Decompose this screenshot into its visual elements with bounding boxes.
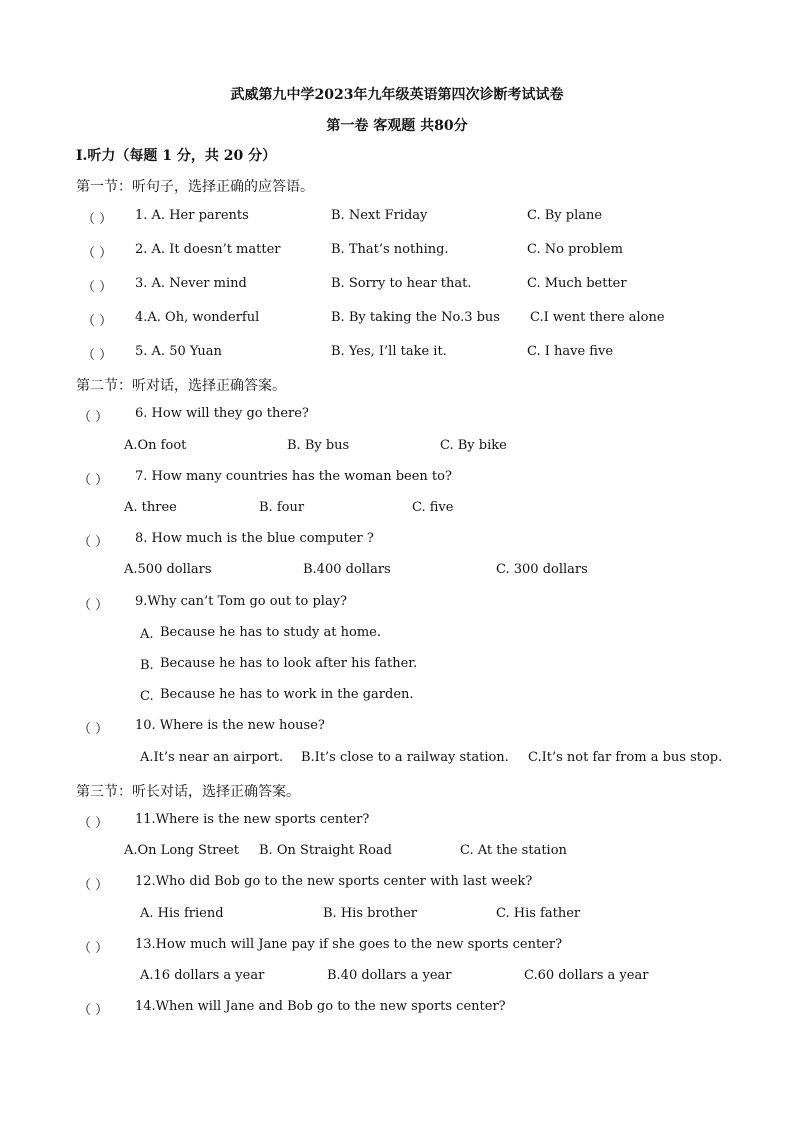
question-text: 6. How will they go there? <box>135 406 309 421</box>
option-b: B. That’s nothing. <box>331 242 449 257</box>
question-text: 9.Why can’t Tom go out to play? <box>135 594 348 609</box>
option-c: C. 300 dollars <box>496 562 588 577</box>
option-a: A.On foot <box>124 438 187 453</box>
option-a: 5. A. 50 Yuan <box>135 344 222 359</box>
question-text: 12.Who did Bob go to the new sports center with last week? <box>135 874 533 889</box>
option-b: B. By bus <box>287 438 350 453</box>
option-a: A.It’s near an airport. <box>140 750 284 765</box>
option-c: C. I have five <box>527 344 614 359</box>
option-a: A. three <box>124 500 177 515</box>
option-a: A.On Long Street <box>124 843 239 858</box>
option-b: B. By taking the No.3 bus <box>331 310 500 325</box>
answer-bracket[interactable]: （ ） <box>78 410 109 425</box>
answer-bracket[interactable]: （ ） <box>78 598 109 613</box>
option-a: A.16 dollars a year <box>140 968 265 983</box>
answer-bracket[interactable]: （ ） <box>78 473 109 488</box>
option-c: C. His father <box>496 906 581 921</box>
option-c: C. Much better <box>527 276 627 291</box>
section1-heading: 第一节：听句子，选择正确的应答语。 <box>76 179 314 195</box>
question-text: 10. Where is the new house? <box>135 718 325 733</box>
answer-bracket[interactable]: （ ） <box>78 941 109 956</box>
option-c: C.60 dollars a year <box>524 968 649 983</box>
option-c: C. five <box>412 500 454 515</box>
option-c: C.I went there alone <box>530 310 665 325</box>
answer-bracket[interactable]: （ ） <box>82 280 113 295</box>
option-c: C. By plane <box>527 208 603 223</box>
option-b: B.40 dollars a year <box>327 968 452 983</box>
option-c: C.It’s not far from a bus stop. <box>528 750 723 765</box>
answer-bracket[interactable]: （ ） <box>78 816 109 831</box>
question-text: 13.How much will Jane pay if she goes to the new sports center? <box>135 937 563 952</box>
option-c: C. No problem <box>527 242 623 257</box>
option-b: B. On Straight Road <box>259 843 392 858</box>
option-b: B. four <box>259 500 305 515</box>
option-a: 3. A. Never mind <box>135 276 247 291</box>
exam-subtitle: 第一卷 客观题 共80分 <box>326 118 468 134</box>
option-a: 1. A. Her parents <box>135 208 249 223</box>
exam-title: 武威第九中学2023年九年级英语第四次诊断考试试卷 <box>230 87 564 103</box>
option-a: A.500 dollars <box>124 562 212 577</box>
option-b: B. His brother <box>323 906 417 921</box>
section2-heading: 第二节：听对话，选择正确答案。 <box>76 378 286 394</box>
answer-bracket[interactable]: （ ） <box>82 246 113 261</box>
option-b: Because he has to look after his father. <box>160 656 418 671</box>
option-b: B.400 dollars <box>303 562 391 577</box>
option-b-letter: B. <box>140 658 154 673</box>
option-a: Because he has to study at home. <box>160 625 381 640</box>
question-text: 7. How many countries has the woman been to? <box>135 469 452 484</box>
option-a-letter: A. <box>140 627 154 642</box>
answer-bracket[interactable]: （ ） <box>78 1003 109 1018</box>
option-b: B.It’s close to a railway station. <box>301 750 509 765</box>
option-c: Because he has to work in the garden. <box>160 687 414 702</box>
option-c: C. At the station <box>460 843 567 858</box>
option-c-letter: C. <box>140 689 154 704</box>
answer-bracket[interactable]: （ ） <box>82 314 113 329</box>
option-a: A. His friend <box>140 906 224 921</box>
answer-bracket[interactable]: （ ） <box>78 535 109 550</box>
option-c: C. By bike <box>440 438 507 453</box>
option-a: 2. A. It doesn’t matter <box>135 242 281 257</box>
answer-bracket[interactable]: （ ） <box>78 722 109 737</box>
option-b: B. Next Friday <box>331 208 428 223</box>
question-text: 8. How much is the blue computer ? <box>135 531 374 546</box>
question-text: 14.When will Jane and Bob go to the new sports center? <box>135 999 506 1014</box>
answer-bracket[interactable]: （ ） <box>82 348 113 363</box>
option-b: B. Sorry to hear that. <box>331 276 472 291</box>
listening-heading: I.听力（每题 1 分，共 20 分） <box>76 148 277 164</box>
answer-bracket[interactable]: （ ） <box>82 212 113 227</box>
answer-bracket[interactable]: （ ） <box>78 878 109 893</box>
section3-heading: 第三节：听长对话，选择正确答案。 <box>76 784 300 800</box>
question-text: 11.Where is the new sports center? <box>135 812 370 827</box>
option-b: B. Yes, I’ll take it. <box>331 344 447 359</box>
option-a: 4.A. Oh, wonderful <box>135 310 260 325</box>
